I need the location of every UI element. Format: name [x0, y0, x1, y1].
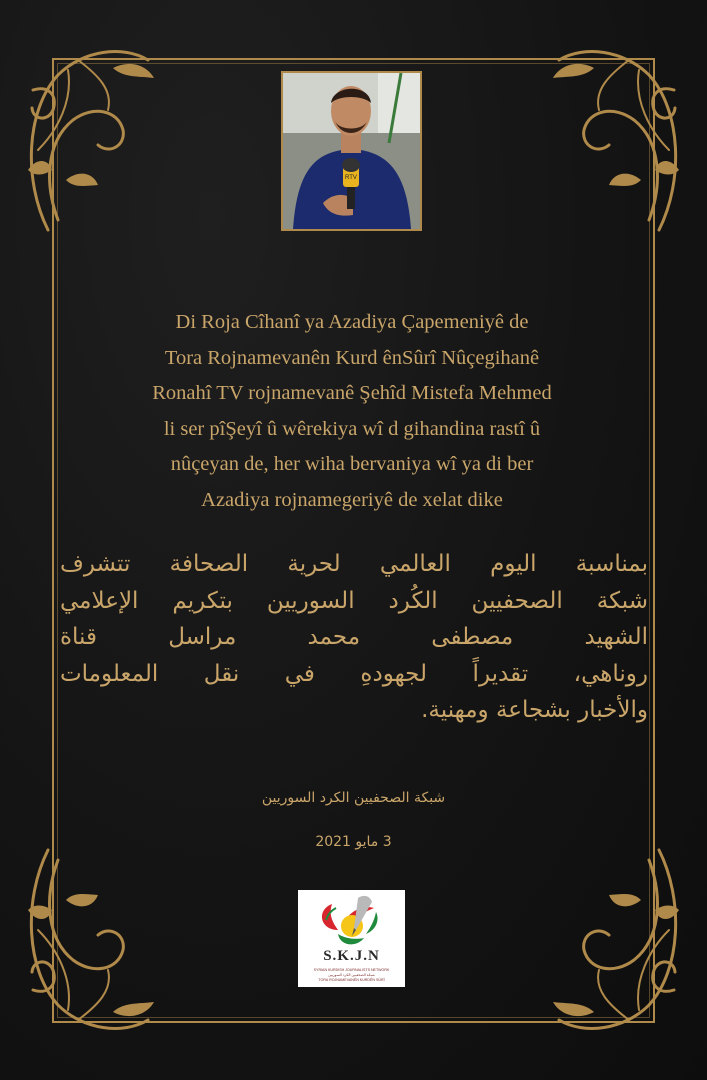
portrait-photo — [281, 71, 422, 231]
kurdish-line: Azadiya rojnamegeriyê de xelat dike — [201, 488, 503, 511]
arabic-line: الشهيد مصطفى محمد مراسل قناة — [60, 624, 648, 650]
skjn-logo — [298, 890, 405, 987]
arabic-line: بمناسبة اليوم العالمي لحرية الصحافة تتشرف — [60, 551, 648, 577]
logo-subtitle-en: SYRIAN KURDISH JOURNALISTS NETWORK — [313, 968, 390, 972]
kurdish-line: li ser pîŞeyî û wêrekiya wî d gihandina rastî û — [163, 417, 541, 440]
microphone-label: RTV — [345, 175, 357, 181]
kurdish-line: Di Roja Cîhanî ya Azadiya Çapemeniyê de — [175, 311, 529, 333]
corner-ornament-bottom-left — [18, 840, 158, 1050]
logo-subtitle-ku: TORA ROJNAMEVANÊN KURDÊN SÛRÎ — [318, 978, 385, 982]
arabic-line: شبكة الصحفيين الكُرد السوريين بتكريم الإعلامي — [60, 587, 648, 614]
portrait-illustration — [283, 73, 420, 229]
arabic-line: والأخبار بشجاعة ومهنية. — [421, 697, 648, 723]
arabic-message — [60, 546, 648, 729]
corner-ornament-top-right — [549, 30, 689, 240]
kurdish-message — [68, 305, 636, 518]
logo-subtitle-ar: شبكة الصحفيين الكرد السوريين — [328, 973, 375, 977]
signature: شبكة الصحفيين الكرد السوريين — [261, 790, 446, 806]
kurdish-line: nûçeyan de, her wiha bervaniya wî ya di ber — [170, 453, 534, 475]
logo-initials: S.K.J.N — [323, 948, 380, 964]
logo-emblem-icon — [298, 890, 405, 950]
corner-ornament-bottom-right — [549, 840, 689, 1050]
date: 3 مايو 2021 — [315, 834, 392, 850]
corner-ornament-top-left — [18, 30, 158, 240]
kurdish-line: Tora Rojnamevanên Kurd ênSûrî Nûçegihanê — [164, 346, 540, 369]
kurdish-line: Ronahî TV rojnamevanê Şehîd Mistefa Mehmed — [152, 382, 552, 404]
arabic-line: روناهي، تقديراً لجهودهِ في نقل المعلومات — [60, 660, 648, 687]
